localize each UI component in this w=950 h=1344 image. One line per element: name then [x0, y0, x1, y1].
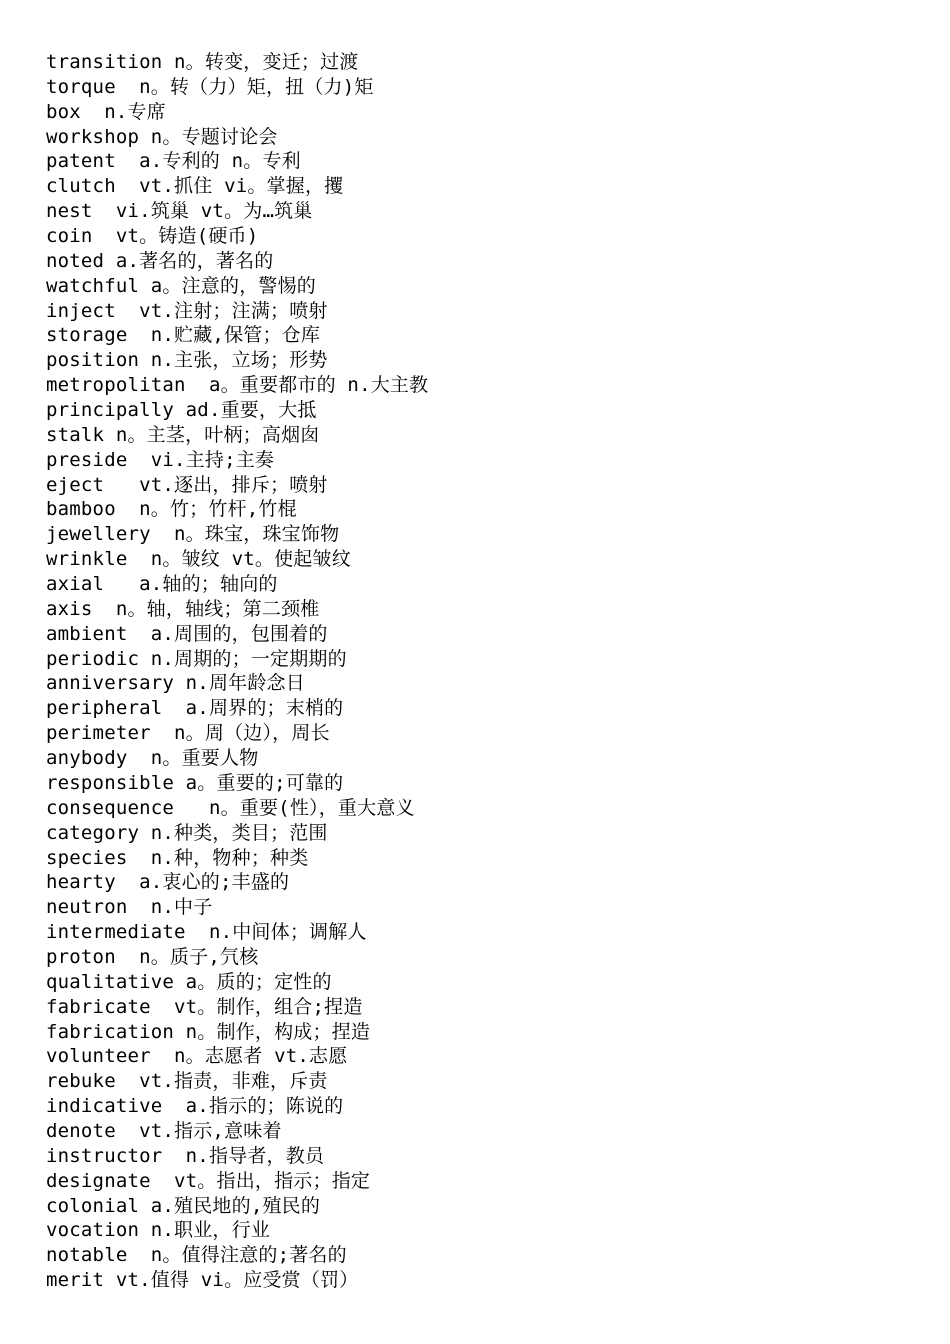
vocabulary-entry: category n.种类，类目；范围 — [46, 821, 328, 844]
vocabulary-entry: principally ad.重要，大抵 — [46, 399, 317, 422]
vocabulary-entry: torque n。转（力）矩，扭（力)矩 — [46, 75, 374, 98]
vocabulary-entry: responsible a。重要的;可靠的 — [46, 771, 344, 794]
vocabulary-entry: position n.主张，立场；形势 — [46, 349, 328, 372]
vocabulary-entry: box n.专席 — [46, 100, 166, 123]
vocabulary-list — [46, 50, 428, 1293]
vocabulary-entry: ambient a.周围的，包围着的 — [46, 622, 328, 645]
vocabulary-entry: periodic n.周期的；一定期期的 — [46, 647, 347, 670]
vocabulary-entry: instructor n.指导者，教员 — [46, 1144, 325, 1167]
vocabulary-entry: axis n。轴，轴线；第二颈椎 — [46, 597, 320, 620]
vocabulary-entry: coin vt。铸造(硬币) — [46, 225, 259, 248]
vocabulary-entry: indicative a.指示的；陈说的 — [46, 1095, 344, 1118]
vocabulary-entry: colonial a.殖民地的,殖民的 — [46, 1194, 321, 1217]
vocabulary-entry: intermediate n.中间体；调解人 — [46, 921, 367, 944]
vocabulary-entry: species n.种，物种；种类 — [46, 846, 309, 869]
vocabulary-entry: fabricate vt。制作，组合;捏造 — [46, 995, 363, 1018]
vocabulary-entry: anybody n。重要人物 — [46, 747, 259, 770]
vocabulary-entry: anniversary n.周年龄念日 — [46, 672, 305, 695]
vocabulary-entry: designate vt。指出，指示；指定 — [46, 1169, 371, 1192]
vocabulary-entry: rebuke vt.指责，非难，斥责 — [46, 1070, 328, 1093]
vocabulary-entry: wrinkle n。皱纹 vt。使起皱纹 — [46, 548, 351, 571]
vocabulary-entry: jewellery n。珠宝，珠宝饰物 — [46, 523, 340, 546]
vocabulary-entry: inject vt.注射；注满；喷射 — [46, 299, 328, 322]
vocabulary-entry: denote vt.指示,意味着 — [46, 1119, 282, 1142]
vocabulary-entry: stalk n。主茎，叶柄；高烟囱 — [46, 423, 320, 446]
vocabulary-entry: eject vt.逐出，排斥；喷射 — [46, 473, 328, 496]
vocabulary-entry: hearty a.衷心的;丰盛的 — [46, 871, 290, 894]
vocabulary-entry: neutron n.中子 — [46, 896, 213, 919]
vocabulary-entry: perimeter n。周（边），周长 — [46, 722, 330, 745]
vocabulary-entry: workshop n。专题讨论会 — [46, 125, 278, 148]
vocabulary-entry: notable n。值得注意的;著名的 — [46, 1244, 347, 1267]
vocabulary-entry: nest vi.筑巢 vt。为…筑巢 — [46, 200, 313, 223]
vocabulary-entry: bamboo n。竹；竹杆,竹棍 — [46, 498, 297, 521]
vocabulary-entry: storage n.贮藏,保管；仓库 — [46, 324, 321, 347]
vocabulary-entry: clutch vt.抓住 vi。掌握，攫 — [46, 175, 344, 198]
vocabulary-entry: noted a.著名的，著名的 — [46, 249, 274, 272]
vocabulary-entry: vocation n.职业，行业 — [46, 1219, 271, 1242]
vocabulary-entry: peripheral a.周界的；末梢的 — [46, 697, 344, 720]
vocabulary-entry: proton n。质子,氕核 — [46, 945, 259, 968]
vocabulary-entry: fabrication n。制作，构成；捏造 — [46, 1020, 371, 1043]
vocabulary-entry: preside vi.主持;主奏 — [46, 448, 275, 471]
vocabulary-entry: merit vt.值得 vi。应受赏（罚） — [46, 1269, 359, 1292]
vocabulary-entry: patent a.专利的 n。专利 — [46, 150, 301, 173]
vocabulary-entry: transition n。转变，变迁；过渡 — [46, 51, 359, 73]
vocabulary-entry: axial a.轴的；轴向的 — [46, 573, 278, 596]
vocabulary-entry: watchful a。注意的，警惕的 — [46, 274, 316, 297]
vocabulary-entry: consequence n。重要(性），重大意义 — [46, 796, 415, 819]
vocabulary-entry: qualitative a。质的；定性的 — [46, 970, 332, 993]
vocabulary-entry: metropolitan a。重要都市的 n.大主教 — [46, 374, 429, 397]
vocabulary-entry: volunteer n。志愿者 vt.志愿 — [46, 1045, 348, 1068]
